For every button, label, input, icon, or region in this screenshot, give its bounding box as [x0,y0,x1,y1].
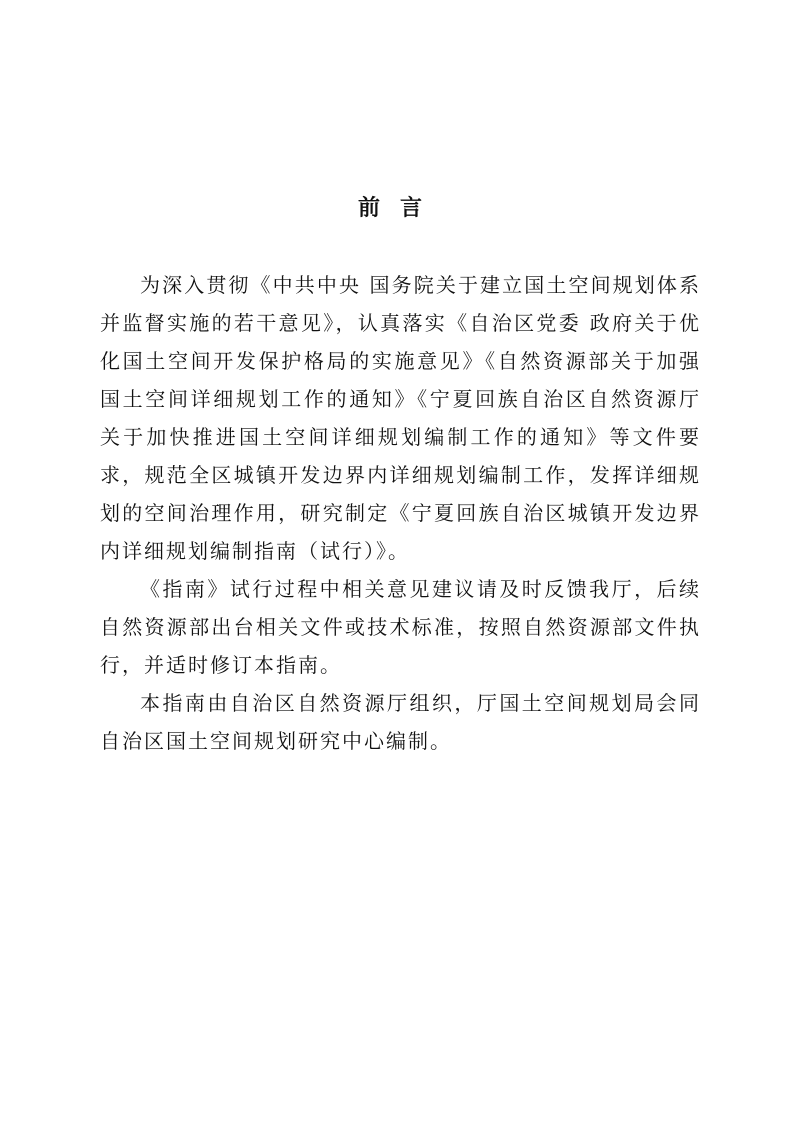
paragraph-feedback: 《指南》试行过程中相关意见建议请及时反馈我厅，后续自然资源部出台相关文件或技术标准，按照自然资源部文件执行，并适时修订本指南。 [100,577,701,677]
page-title: 前言 [357,195,442,221]
paragraph-intro: 为深入贯彻《中共中央 国务院关于建立国土空间规划体系并监督实施的若干意见》，认真落实《自治区党委 政府关于优化国土空间开发保护格局的实施意见》《自然资源部关于加强国土空间详细规划工作的通知》《宁夏回族自治区自然资源厅关于加快推进国土空间详细规划编制工作的通知》等文件要求，规范全区城镇开发边界内详细规划编制工作，发挥详细规划的空间治理作用，研究制定《宁夏回族自治区城镇开发边界内详细规划编制指南（试行）》。 [100,273,701,563]
body-text [100,266,701,760]
paragraph-authors: 本指南由自治区自然资源厅组织，厅国土空间规划局会同自治区国土空间规划研究中心编制。 [100,691,701,753]
